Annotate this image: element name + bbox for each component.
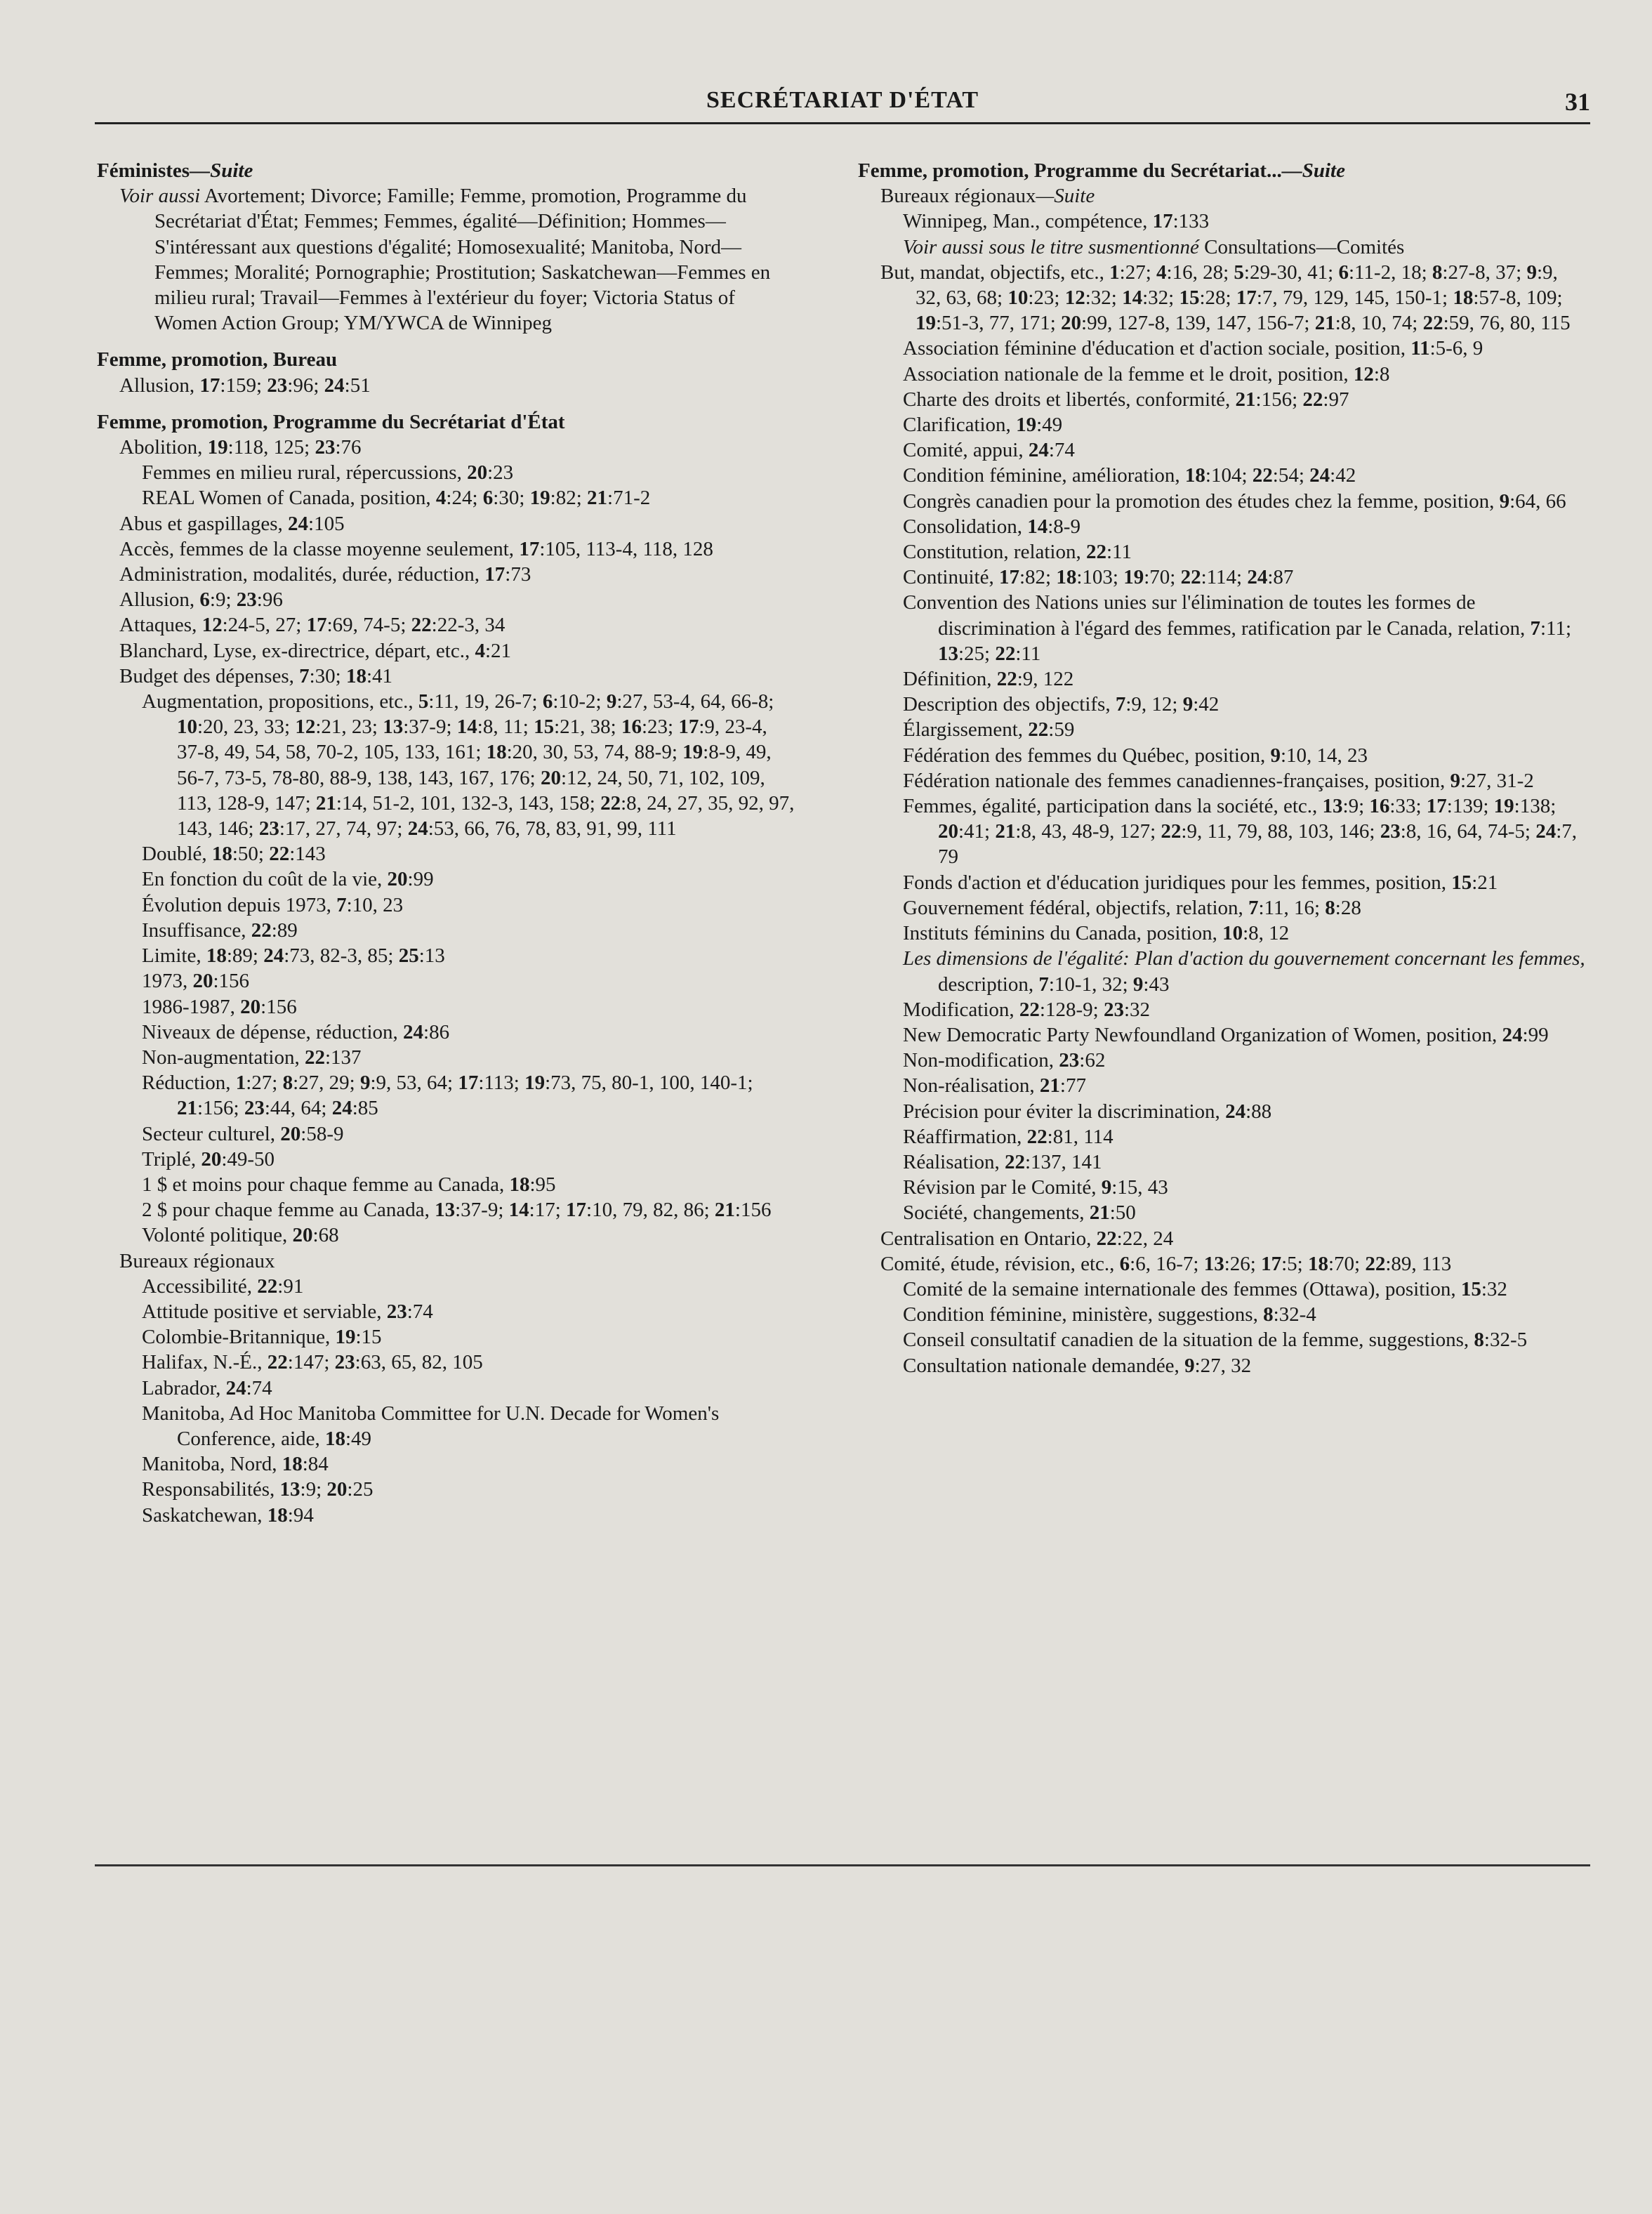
- index-entry: Réalisation, 22:137, 141: [903, 1150, 1102, 1173]
- index-entry: Allusion, 17:159; 23:96; 24:51: [119, 374, 371, 397]
- index-entry: Administration, modalités, durée, réduction, 17:73: [119, 563, 531, 586]
- index-entry: Élargissement, 22:59: [903, 718, 1075, 742]
- index-entry: Centralisation en Ontario, 22:22, 24: [880, 1227, 1174, 1250]
- index-entry: Insuffisance, 22:89: [142, 918, 298, 942]
- index-entry: New Democratic Party Newfoundland Organization of Women, position, 24:99: [903, 1023, 1549, 1046]
- index-entry: Révision par le Comité, 9:15, 43: [903, 1176, 1168, 1199]
- index-entry: Accès, femmes de la classe moyenne seulement, 17:105, 113-4, 118, 128: [119, 537, 713, 560]
- index-entry: Bureaux régionaux: [119, 1249, 275, 1272]
- index-entry: Femmes en milieu rural, répercussions, 20:23: [142, 461, 514, 485]
- index-entry: Femmes, égalité, participation dans la société, etc., 13:9; 16:33; 17:139; 19:138; 20:41; 21:8, 43, 48-9, 127; 22:9, 11, 79, 88, 103, 146; 23:8, 16, 64, 74-5; 24:7, 79: [903, 795, 1578, 869]
- index-entry: Modification, 22:128-9; 23:32: [903, 998, 1151, 1021]
- header-rule: [95, 122, 1590, 124]
- index-heading: Féministes—Suite: [97, 159, 253, 182]
- index-entry: Congrès canadien pour la promotion des études chez la femme, position, 9:64, 66: [903, 489, 1566, 513]
- index-entry: En fonction du coût de la vie, 20:99: [142, 868, 434, 891]
- index-entry: Fonds d'action et d'éducation juridiques pour les femmes, position, 15:21: [903, 871, 1498, 894]
- index-entry: Non-réalisation, 21:77: [903, 1074, 1086, 1098]
- index-entry: Comité de la semaine internationale des femmes (Ottawa), position, 15:32: [903, 1277, 1507, 1300]
- index-entry: Labrador, 24:74: [142, 1376, 272, 1399]
- index-entry: Attaques, 12:24-5, 27; 17:69, 74-5; 22:22-3, 34: [119, 614, 505, 637]
- index-entry: Non-augmentation, 22:137: [142, 1046, 362, 1069]
- index-entry: Abolition, 19:118, 125; 23:76: [119, 436, 362, 459]
- index-entry: Saskatchewan, 18:94: [142, 1503, 314, 1527]
- index-entry: Doublé, 18:50; 22:143: [142, 843, 326, 866]
- index-entry: Abus et gaspillages, 24:105: [119, 512, 345, 535]
- index-entry: Voir aussi Avortement; Divorce; Famille; Femme, promotion, Programme du Secrétariat d'État; Femmes; Femmes, égalité—Définition; Hommes—S'intéressant aux questions d'égalité; Homosexualité; Manitoba, Nord—Femmes; Moralité; Pornographie; Prostitution; Saskatchewan—Femmes en milieu rural; Travail—Femmes à l'extérieur du foyer; Victoria Status of Women Action Group; YM/YWCA de Winnipeg: [119, 185, 771, 335]
- index-entry: Triplé, 20:49-50: [142, 1147, 275, 1171]
- index-entry: Non-modification, 23:62: [903, 1049, 1106, 1072]
- index-entry: But, mandat, objectifs, etc., 1:27; 4:16, 28; 5:29-30, 41; 6:11-2, 18; 8:27-8, 37; 9:9, 32, 63, 68; 10:23; 12:32; 14:32; 15:28; 17:7, 79, 129, 145, 150-1; 18:57-8, 109; 19:51-3, 77, 171; 20:99, 127-8, 139, 147, 156-7; 21:8, 10, 74; 22:59, 76, 80, 115: [880, 261, 1571, 335]
- index-entry: Constitution, relation, 22:11: [903, 541, 1132, 564]
- index-entry: Manitoba, Ad Hoc Manitoba Committee for U.N. Decade for Women's Conference, aide, 18:49: [142, 1402, 720, 1450]
- index-entry: Association nationale de la femme et le droit, position, 12:8: [903, 362, 1390, 386]
- index-entry: Accessibilité, 22:91: [142, 1274, 304, 1298]
- index-column-right: [858, 158, 1588, 1378]
- index-entry: Gouvernement fédéral, objectifs, relation, 7:11, 16; 8:28: [903, 896, 1361, 919]
- index-entry: Halifax, N.-É., 22:147; 23:63, 65, 82, 105: [142, 1351, 483, 1374]
- index-entry: Manitoba, Nord, 18:84: [142, 1453, 329, 1476]
- index-entry: Définition, 22:9, 122: [903, 668, 1074, 691]
- index-entry: Colombie-Britannique, 19:15: [142, 1326, 382, 1349]
- index-heading: Femme, promotion, Bureau: [97, 348, 338, 371]
- index-entry: Condition féminine, ministère, suggestions, 8:32-4: [903, 1303, 1316, 1326]
- index-entry: 1986-1987, 20:156: [142, 995, 297, 1018]
- index-entry: Fédération nationale des femmes canadiennes-françaises, position, 9:27, 31-2: [903, 769, 1534, 792]
- index-entry: Volonté politique, 20:68: [142, 1224, 339, 1247]
- index-entry: Charte des droits et libertés, conformité, 21:156; 22:97: [903, 388, 1349, 411]
- index-entry: Association féminine d'éducation et d'action sociale, position, 11:5-6, 9: [903, 337, 1484, 360]
- index-entry: Limite, 18:89; 24:73, 82-3, 85; 25:13: [142, 944, 445, 968]
- footer-rule: [95, 1864, 1590, 1866]
- index-heading: Femme, promotion, Programme du Secrétariat...—Suite: [858, 159, 1345, 182]
- index-entry: Augmentation, propositions, etc., 5:11, 19, 26-7; 6:10-2; 9:27, 53-4, 64, 66-8; 10:20, 23, 33; 12:21, 23; 13:37-9; 14:8, 11; 15:21, 38; 16:23; 17:9, 23-4, 37-8, 49, 54, 58, 70-2, 105, 133, 161; 18:20, 30, 53, 74, 88-9; 19:8-9, 49, 56-7, 73-5, 78-80, 88-9, 138, 143, 167, 176; 20:12, 24, 50, 71, 102, 109, 113, 128-9, 147; 21:14, 51-2, 101, 132-3, 143, 158; 22:8, 24, 27, 35, 92, 97, 143, 146; 23:17, 27, 74, 97; 24:53, 66, 76, 78, 83, 91, 99, 111: [142, 690, 795, 841]
- index-entry: Budget des dépenses, 7:30; 18:41: [119, 664, 393, 687]
- running-head: SECRÉTARIAT D'ÉTAT: [706, 87, 979, 113]
- index-entry: Convention des Nations unies sur l'élimination de toutes les formes de discrimination à l'égard des femmes, ratification par le Canada, relation, 7:11; 13:25; 22:11: [903, 591, 1572, 665]
- index-entry: Bureaux régionaux—Suite: [880, 185, 1095, 208]
- index-entry: Réduction, 1:27; 8:27, 29; 9:9, 53, 64; 17:113; 19:73, 75, 80-1, 100, 140-1; 21:156; 23:44, 64; 24:85: [142, 1072, 753, 1120]
- index-entry: Évolution depuis 1973, 7:10, 23: [142, 893, 404, 916]
- index-entry: Allusion, 6:9; 23:96: [119, 588, 283, 612]
- index-entry: Consultation nationale demandée, 9:27, 32: [903, 1354, 1252, 1377]
- index-entry: Responsabilités, 13:9; 20:25: [142, 1478, 374, 1501]
- index-entry: Condition féminine, amélioration, 18:104; 22:54; 24:42: [903, 464, 1356, 487]
- index-entry: Réaffirmation, 22:81, 114: [903, 1125, 1114, 1148]
- index-entry: 2 $ pour chaque femme au Canada, 13:37-9; 14:17; 17:10, 79, 82, 86; 21:156: [142, 1199, 772, 1222]
- index-entry: 1 $ et moins pour chaque femme au Canada, 18:95: [142, 1173, 556, 1196]
- index-entry: Les dimensions de l'égalité: Plan d'action du gouvernement concernant les femmes, description, 7:10-1, 32; 9:43: [903, 947, 1585, 996]
- index-entry: Niveaux de dépense, réduction, 24:86: [142, 1020, 450, 1043]
- index-entry: REAL Women of Canada, position, 4:24; 6:30; 19:82; 21:71-2: [142, 487, 651, 510]
- index-entry: Clarification, 19:49: [903, 414, 1063, 437]
- index-entry: Attitude positive et serviable, 23:74: [142, 1300, 433, 1323]
- index-entry: Comité, appui, 24:74: [903, 439, 1075, 462]
- index-entry: Winnipeg, Man., compétence, 17:133: [903, 210, 1210, 233]
- index-entry: Voir aussi sous le titre susmentionné Consultations—Comités: [903, 235, 1405, 258]
- index-entry: Conseil consultatif canadien de la situation de la femme, suggestions, 8:32-5: [903, 1329, 1528, 1352]
- index-entry: 1973, 20:156: [142, 970, 250, 993]
- index-entry: Continuité, 17:82; 18:103; 19:70; 22:114; 24:87: [903, 566, 1294, 589]
- index-heading: Femme, promotion, Programme du Secrétariat d'État: [97, 410, 565, 433]
- index-entry: Description des objectifs, 7:9, 12; 9:42: [903, 693, 1220, 716]
- index-column-left: [97, 158, 799, 1528]
- index-entry: Comité, étude, révision, etc., 6:6, 16-7; 13:26; 17:5; 18:70; 22:89, 113: [880, 1252, 1452, 1275]
- index-entry: Fédération des femmes du Québec, position, 9:10, 14, 23: [903, 744, 1368, 767]
- index-entry: Société, changements, 21:50: [903, 1201, 1136, 1225]
- index-entry: Secteur culturel, 20:58-9: [142, 1122, 344, 1145]
- index-entry: Précision pour éviter la discrimination, 24:88: [903, 1100, 1272, 1123]
- index-entry: Consolidation, 14:8-9: [903, 515, 1081, 538]
- index-entry: Instituts féminins du Canada, position, 10:8, 12: [903, 922, 1290, 945]
- page-header: [95, 81, 1590, 124]
- index-entry: Blanchard, Lyse, ex-directrice, départ, etc., 4:21: [119, 639, 512, 662]
- page-number: 31: [1565, 88, 1590, 116]
